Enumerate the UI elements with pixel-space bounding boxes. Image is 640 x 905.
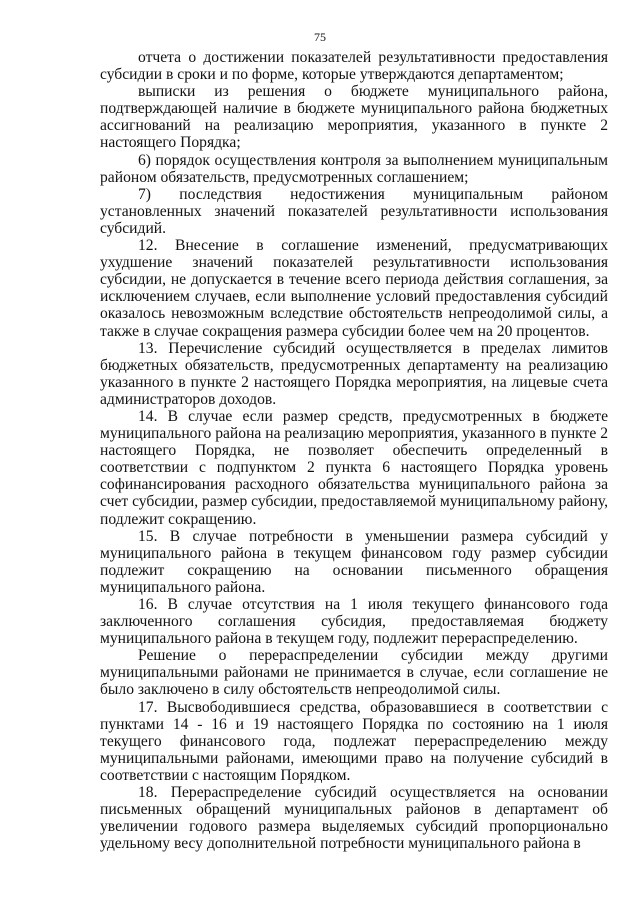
paragraph-clause-14: 14. В случае если размер средств, предусмотренных в бюджете муниципального района на реализацию мероприятия, указанного в пункте 2 настоящего Порядка, не позволяет обеспечить определенный в соответствии с подпунктом 2 пункта 6 настоящего Порядка уровень софинансирования расходного обязательства муниципального района за счет субсидии, размер субсидии, предоставляемой муниципальному району, подлежит сокращению. — [100, 407, 608, 528]
paragraph-clause-15: 15. В случае потребности в уменьшении размера субсидий у муниципального района в текущем финансовом году размер субсидии подлежит сокращению на основании письменного обращения муниципального района. — [100, 527, 608, 596]
paragraph-report-form: отчета о достижении показателей результативности предоставления субсидии в сроки и по форме, которые утверждаются департаментом; — [100, 49, 608, 84]
paragraph-clause-18: 18. Перераспределение субсидий осуществляется на основании письменных обращений муниципальных районов в департамент об увеличении годового размера выделяемых субсидий пропорционально удельному весу дополнительной потребности муниципального района в — [100, 784, 608, 853]
page-number: 75 — [314, 30, 326, 44]
paragraph-budget-extract: выписки из решения о бюджете муниципального района, подтверждающей наличие в бюджете муниципального района бюджетных ассигнований на реализацию мероприятия, указанного в пункте 2 настоящего Порядка; — [100, 83, 608, 152]
paragraph-redistribution-decision: Решение о перераспределении субсидии между другими муниципальными районами не принимается в случае, если соглашение не было заключено в силу обстоятельств непреодолимой силы. — [100, 647, 608, 699]
paragraph-clause-16: 16. В случае отсутствия на 1 июля текущего финансового года заключенного соглашения субсидия, предоставляемая бюджету муниципального района в текущем году, подлежит перераспределению. — [100, 596, 608, 648]
paragraph-item-6: 6) порядок осуществления контроля за выполнением муниципальным районом обязательств, предусмотренных соглашением; — [100, 151, 608, 186]
paragraph-clause-17: 17. Высвободившиеся средства, образовавшиеся в соответствии с пунктами 14 - 16 и 19 настоящего Порядка по состоянию на 1 июля текущего финансового года, подлежат перераспределению между муниципальными районами, имеющими право на получение субсидий в соответствии с настоящим Порядком. — [100, 698, 608, 784]
paragraph-clause-13: 13. Перечисление субсидий осуществляется в пределах лимитов бюджетных обязательств, предусмотренных департаменту на реализацию указанного в пункте 2 настоящего Порядка мероприятия, на лицевые счета администраторов доходов. — [100, 339, 608, 408]
paragraph-clause-12: 12. Внесение в соглашение изменений, предусматривающих ухудшение значений показателей результативности использования субсидии, не допускается в течение всего периода действия соглашения, за исключением случаев, если выполнение условий предоставления субсидий оказалось невозможным вследствие обстоятельств непреодолимой силы, а также в случае сокращения размера субсидии более чем на 20 процентов. — [100, 237, 608, 340]
paragraph-item-7: 7) последствия недостижения муниципальным районом установленных значений показателей результативности использования субсидий. — [100, 185, 608, 237]
document-body — [100, 49, 608, 852]
